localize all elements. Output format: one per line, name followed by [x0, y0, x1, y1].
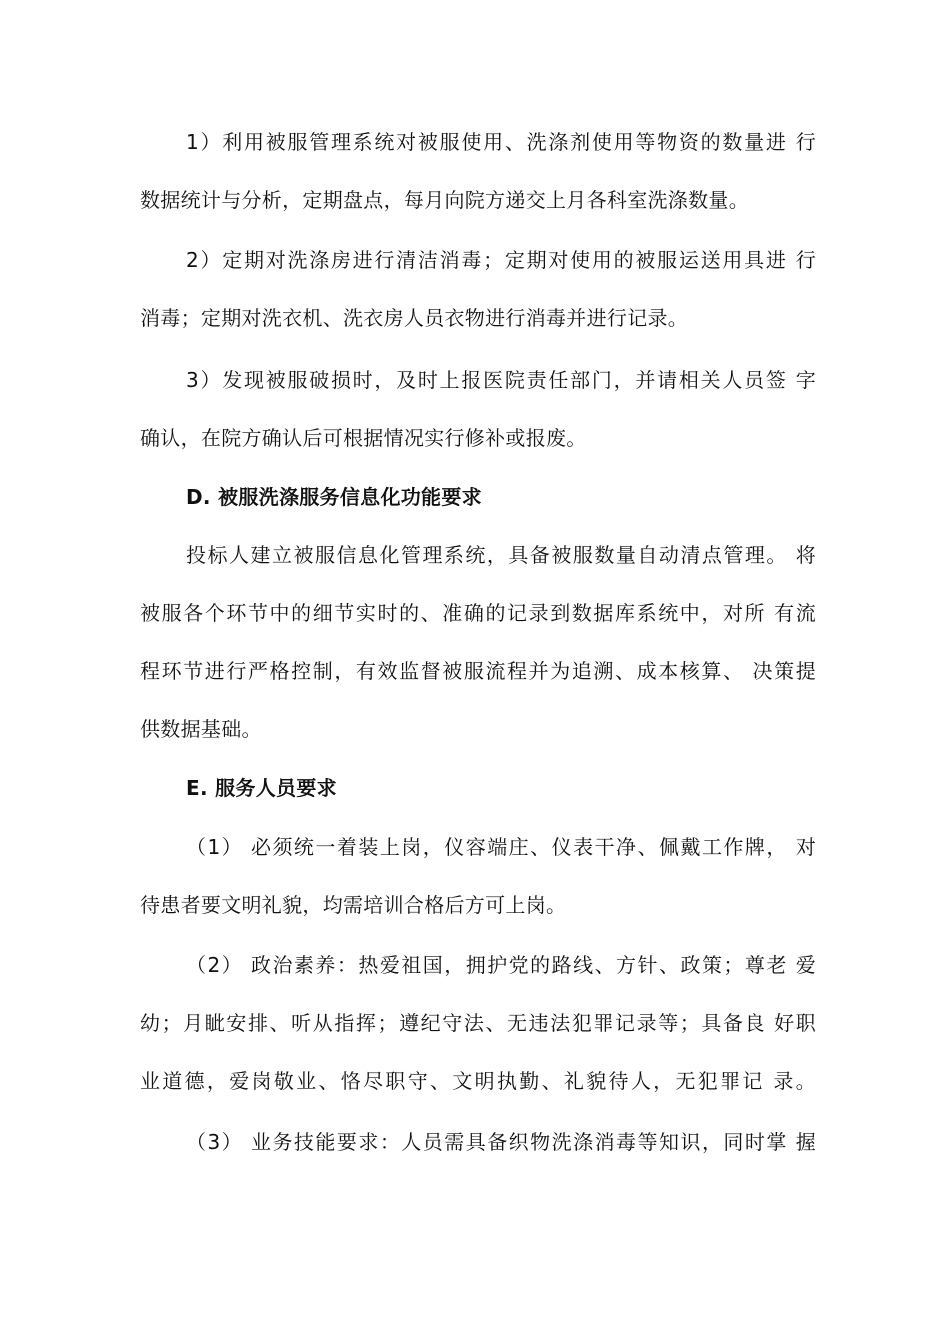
section-d-paragraph-line-1: 投标人建立被服信息化管理系统，具备被服数量自动清点管理。 将: [186, 543, 816, 567]
section-d-paragraph-line-2: 被服各个环节中的细节实时的、准确的记录到数据库系统中，对所 有流: [140, 601, 816, 625]
item-e1-line-1: （1） 必须统一着装上岗，仪容端庄、仪表干净、佩戴工作牌， 对: [186, 835, 816, 859]
section-d-paragraph-line-4: 供数据基础。: [140, 717, 262, 741]
section-d-paragraph-line-3: 程环节进行严格控制，有效监督被服流程并为追溯、成本核算、 决策提: [140, 659, 816, 683]
item-e3-line-1: （3） 业务技能要求：人员需具备织物洗涤消毒等知识，同时掌 握: [186, 1130, 816, 1154]
item-e2-line-1: （2） 政治素养：热爱祖国，拥护党的路线、方针、政策；尊老 爱: [186, 953, 816, 977]
item-3-line-2: 确认，在院方确认后可根据情况实行修补或报废。: [140, 426, 587, 450]
item-e2-line-2: 幼；月眦安排、听从指挥；遵纪守法、无违法犯罪记录等；具备良 好职: [140, 1011, 816, 1035]
item-e1-line-2: 待患者要文明礼貌，均需培训合格后方可上岗。: [140, 893, 567, 917]
item-e2-line-3: 业道德，爱岗敬业、恪尽职守、文明执勤、礼貌待人，无犯罪记 录。: [140, 1069, 816, 1093]
section-heading-d: D. 被服洗涤服务信息化功能要求: [186, 485, 482, 509]
item-2-line-1: 2）定期对洗涤房进行清洁消毒；定期对使用的被服运送用具进 行: [186, 248, 816, 272]
section-heading-e: E. 服务人员要求: [186, 776, 337, 800]
item-3-line-1: 3）发现被服破损时，及时上报医院责任部门，并请相关人员签 字: [186, 368, 816, 392]
item-1-line-1: 1）利用被服管理系统对被服使用、洗涤剂使用等物资的数量进 行: [186, 130, 816, 154]
item-2-line-2: 消毒；定期对洗衣机、洗衣房人员衣物进行消毒并进行记录。: [140, 306, 689, 330]
item-1-line-2: 数据统计与分析，定期盘点，每月向院方递交上月各科室洗涤数量。: [140, 188, 749, 212]
